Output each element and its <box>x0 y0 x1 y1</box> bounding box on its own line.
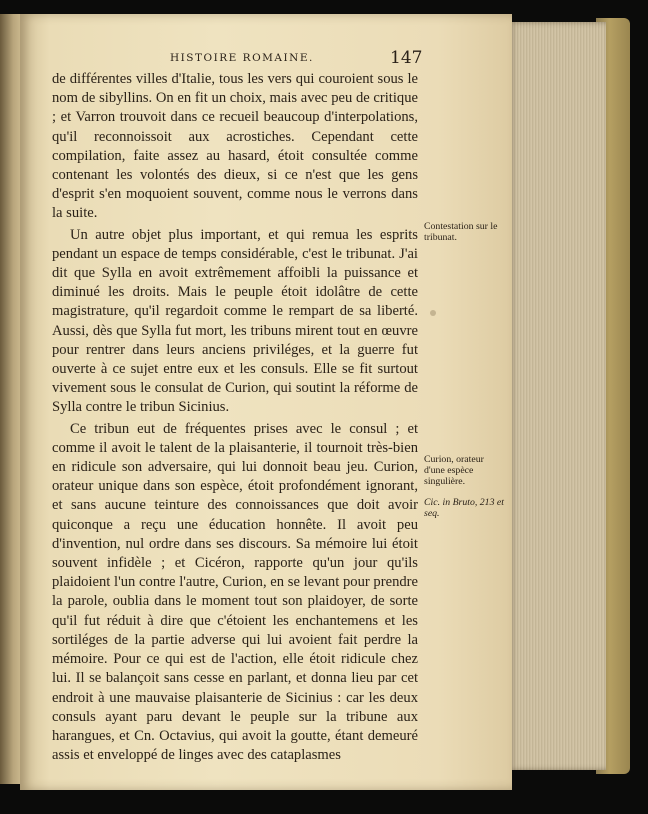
paragraph: Un autre objet plus important, et qui remua les esprits pendant un espace de temps considérable, c'est le tribunat. J'ai dit que Sylla en avoit extrêmement affoibli la puissance et diminué les droits. Mais le peuple étoit idolâtre de cette magistrature, qu'il regardoit comme le rempart de sa liberté. Aussi, dès que Sylla fut mort, les tribuns mirent tout en œuvre pour rentrer dans leurs anciens priviléges, et la guerre fut ouverte à ce sujet entre eux et les consuls. Elle se fit surtout vivement sous le consulat de Curion, qui soutint la réforme de Sylla contre le tribun Sicinius. <box>52 226 418 416</box>
page-number: 147 <box>390 48 423 68</box>
main-text <box>52 70 418 765</box>
page-block-edges <box>508 22 606 770</box>
running-title: HISTOIRE ROMAINE. <box>170 52 314 64</box>
margin-note-curion: Curion, orateur d'une espèce singulière. <box>424 454 484 487</box>
facing-page-edge <box>0 14 22 784</box>
margin-note-citation: Cic. in Bruto, 213 et seq. <box>424 497 505 519</box>
ink-smudge <box>430 310 436 316</box>
paragraph: Ce tribun eut de fréquentes prises avec le consul ; et comme il avoit le talent de la plaisanterie, il tournoit très-bien en ridicule son adversaire, qui lui donnoit beau jeu. Curion, orateur unique dans son espèce, étoit profondément ignorant, et sans aucune teinture des connoissances que doit avoir quiconque a reçu une éducation honnête. Il avoit peu d'invention, nul ordre dans ses discours. Sa mémoire lui étoit souvent infidèle ; et Cicéron, rapporte qu'un jour qu'ils plaidoient l'un contre l'autre, Curion, en se levant pour prendre la parole, oublia dans le moment tout son plaidoyer, de sorte qu'il fut réduit à dire que c'étoient les enchantemens et les sortiléges de la partie adverse qui lui avoient fait perdre la mémoire. Pour ce qui est de l'action, elle étoit ridicule chez lui. Il se balançoit sans cesse en parlant, et donna lieu par cet endroit à une mauvaise plaisanterie de Sicinius : car les deux consuls ayant paru devant le peuple sur la tribune aux harangues, et Cn. Octavius, qui avoit la goutte, étant demeuré assis et enveloppé de linges avec des cataplasmes <box>52 420 418 764</box>
paragraph: de différentes villes d'Italie, tous les vers qui couroient sous le nom de sibyllins. On en fit un choix, mais avec peu de critique ; et Varron trouvoit dans ce recueil beaucoup d'interpolations, qu'il reconnoissoit aux acrostiches. Cependant cette compilation, faite assez au hasard, étoit consultée comme contenant les volontés des dieux, si ce n'est que les gens d'esprit s'en moquoient souvent, comme nous le verrons dans la suite. <box>52 71 418 222</box>
margin-note-tribunat: Contestation sur le tribunat. <box>424 221 498 243</box>
